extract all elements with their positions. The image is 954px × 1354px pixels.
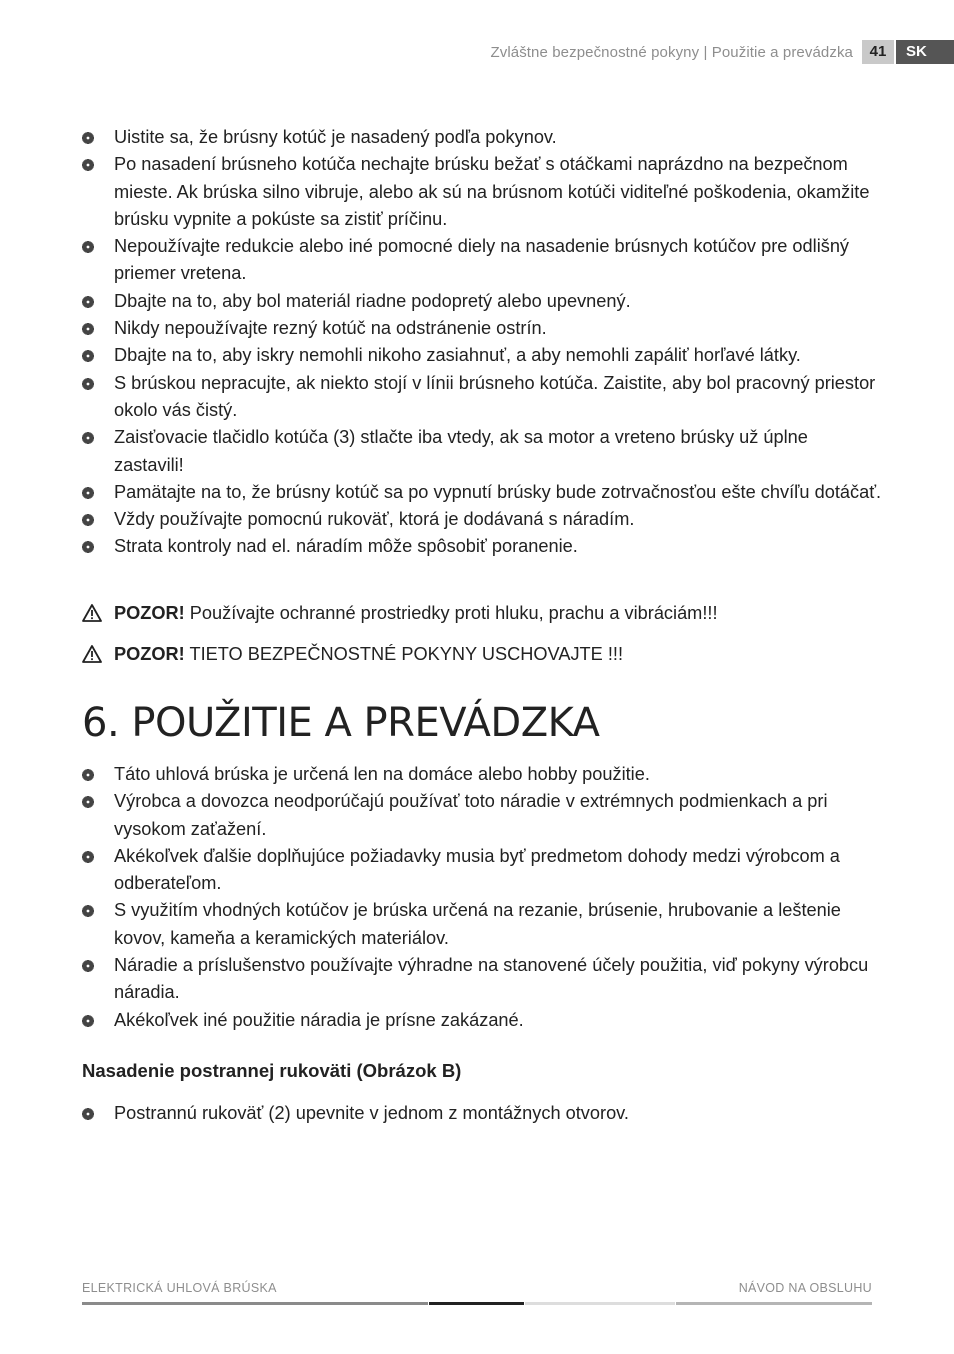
list-item-text: Pamätajte na to, že brúsny kotúč sa po vypnutí brúsky bude zotrvačnosťou ešte chvíľu dotáčať.: [114, 481, 882, 502]
safety-bullet-list: [82, 124, 882, 561]
warning-text: TIETO BEZPEČNOSTNÉ POKYNY USCHOVAJTE !!!: [184, 644, 624, 664]
section-title: 6. POUŽITIE A PREVÁDZKA: [82, 700, 600, 746]
list-item-text: Akékoľvek iné použitie náradia je prísne zakázané.: [114, 1009, 524, 1030]
warning-line: [82, 641, 882, 668]
header-title: Zvláštne bezpečnostné pokyny | Použitie a prevádzka: [490, 43, 853, 61]
warning-triangle-icon: [82, 645, 102, 663]
warning-text: Používajte ochranné prostriedky proti hluku, prachu a vibráciám!!!: [184, 603, 718, 623]
list-item: [82, 370, 882, 425]
gear-bullet-icon: [82, 296, 94, 308]
usage-bullet-list: [82, 761, 882, 1034]
gear-bullet-icon: [82, 487, 94, 499]
section-6: [82, 700, 882, 746]
list-item: [82, 315, 882, 342]
handle-bullet-list: [82, 1100, 882, 1127]
list-item-text: Postrannú rukoväť (2) upevnite v jednom z montážnych otvorov.: [114, 1103, 629, 1123]
list-item-text: Uistite sa, že brúsny kotúč je nasadený podľa pokynov.: [114, 127, 557, 147]
gear-bullet-icon: [82, 432, 94, 444]
gear-bullet-icon: [82, 159, 94, 171]
list-item: [82, 897, 882, 952]
warning-label: POZOR!: [114, 644, 185, 664]
gear-bullet-icon: [82, 323, 94, 335]
list-item-text: Táto uhlová brúska je určená len na domáce alebo hobby použitie.: [114, 764, 650, 784]
gear-bullet-icon: [82, 241, 94, 253]
language-badge: SK: [896, 40, 954, 64]
gear-bullet-icon: [82, 905, 94, 917]
gear-bullet-icon: [82, 769, 94, 781]
warning-line: [82, 600, 882, 627]
list-item-text: Po nasadení brúsneho kotúča nechajte brúsku bežať s otáčkami naprázdno na bezpečnom mieste. Ak brúska silno vibruje, alebo ak sú na brúsnom kotúči viditeľné poškodenia, okamžite brúsku vypnite a pokúste sa zistiť príčinu.: [114, 154, 870, 229]
list-item: [82, 288, 882, 315]
list-item-text: Akékoľvek ďalšie doplňujúce požiadavky musia byť predmetom dohody medzi výrobcom a odberateľom.: [114, 845, 840, 894]
gear-bullet-icon: [82, 1015, 94, 1027]
gear-bullet-icon: [82, 541, 94, 553]
subsection: [82, 1060, 882, 1082]
list-item-text: Výrobca a dovozca neodporúčajú používať toto náradie v extrémnych podmienkach a pri vysokom zaťažení.: [114, 791, 828, 839]
safety-instructions: [82, 124, 882, 561]
list-item-text: S brúskou nepracujte, ak niekto stojí v línii brúsneho kotúča. Zaistite, aby bol pracovný priestor okolo vás čistý.: [114, 372, 876, 420]
list-item-text: Vždy používajte pomocnú rukoväť, ktorá je dodávaná s náradím.: [114, 509, 635, 530]
gear-bullet-icon: [82, 514, 94, 526]
gear-bullet-icon: [82, 350, 94, 362]
list-item: [82, 788, 882, 843]
footer-product: ELEKTRICKÁ UHLOVÁ BRÚSKA: [82, 1281, 277, 1295]
list-item: [82, 342, 882, 369]
list-item: [82, 424, 882, 479]
footer-manual: NÁVOD NA OBSLUHU: [738, 1281, 872, 1295]
gear-bullet-icon: [82, 851, 94, 863]
list-item-text: Strata kontroly nad el. náradím môže spôsobiť poranenie.: [114, 536, 578, 557]
page-number: 41: [862, 40, 894, 64]
list-item-text: Dbajte na to, aby bol materiál riadne podopretý alebo upevnený.: [114, 290, 631, 311]
section-6-body: [82, 761, 882, 1034]
warning-1: [82, 600, 882, 627]
page-header: [490, 40, 954, 64]
list-item-text: Náradie a príslušenstvo používajte výhradne na stanovené účely použitia, viď pokyny výrobcu náradia.: [114, 955, 869, 1003]
list-item: [82, 761, 882, 788]
gear-bullet-icon: [82, 132, 94, 144]
list-item-text: Nepoužívajte redukcie alebo iné pomocné diely na nasadenie brúsnych kotúčov pre odlišný priemer vretena.: [114, 236, 850, 284]
list-item: [82, 506, 882, 533]
gear-bullet-icon: [82, 960, 94, 972]
list-item: [82, 233, 882, 288]
list-item: [82, 843, 882, 898]
subsection-body: [82, 1100, 882, 1127]
warning-triangle-icon: [82, 604, 102, 622]
gear-bullet-icon: [82, 378, 94, 390]
list-item-text: Dbajte na to, aby iskry nemohli nikoho zasiahnuť, a aby nemohli zapáliť horľavé látky.: [114, 345, 801, 366]
list-item: [82, 952, 882, 1007]
warning-2: [82, 641, 882, 668]
warning-label: POZOR!: [114, 603, 185, 623]
gear-bullet-icon: [82, 796, 94, 808]
list-item-text: Zaisťovacie tlačidlo kotúča (3) stlačte iba vtedy, ak sa motor a vreteno brúsky už úplne zastavili!: [114, 427, 808, 475]
subsection-title: Nasadenie postrannej rukoväti (Obrázok B): [82, 1060, 462, 1081]
gear-bullet-icon: [82, 1108, 94, 1120]
list-item: [82, 479, 882, 506]
footer-divider: [82, 1302, 872, 1305]
list-item: [82, 151, 882, 233]
list-item-text: S využitím vhodných kotúčov je brúska určená na rezanie, brúsenie, hrubovanie a leštenie kovov, kameňa a keramických materiálov.: [114, 900, 841, 948]
list-item: [82, 124, 882, 151]
list-item: [82, 1100, 882, 1127]
list-item: [82, 1007, 882, 1034]
list-item: [82, 533, 882, 560]
list-item-text: Nikdy nepoužívajte rezný kotúč na odstránenie ostrín.: [114, 318, 547, 339]
